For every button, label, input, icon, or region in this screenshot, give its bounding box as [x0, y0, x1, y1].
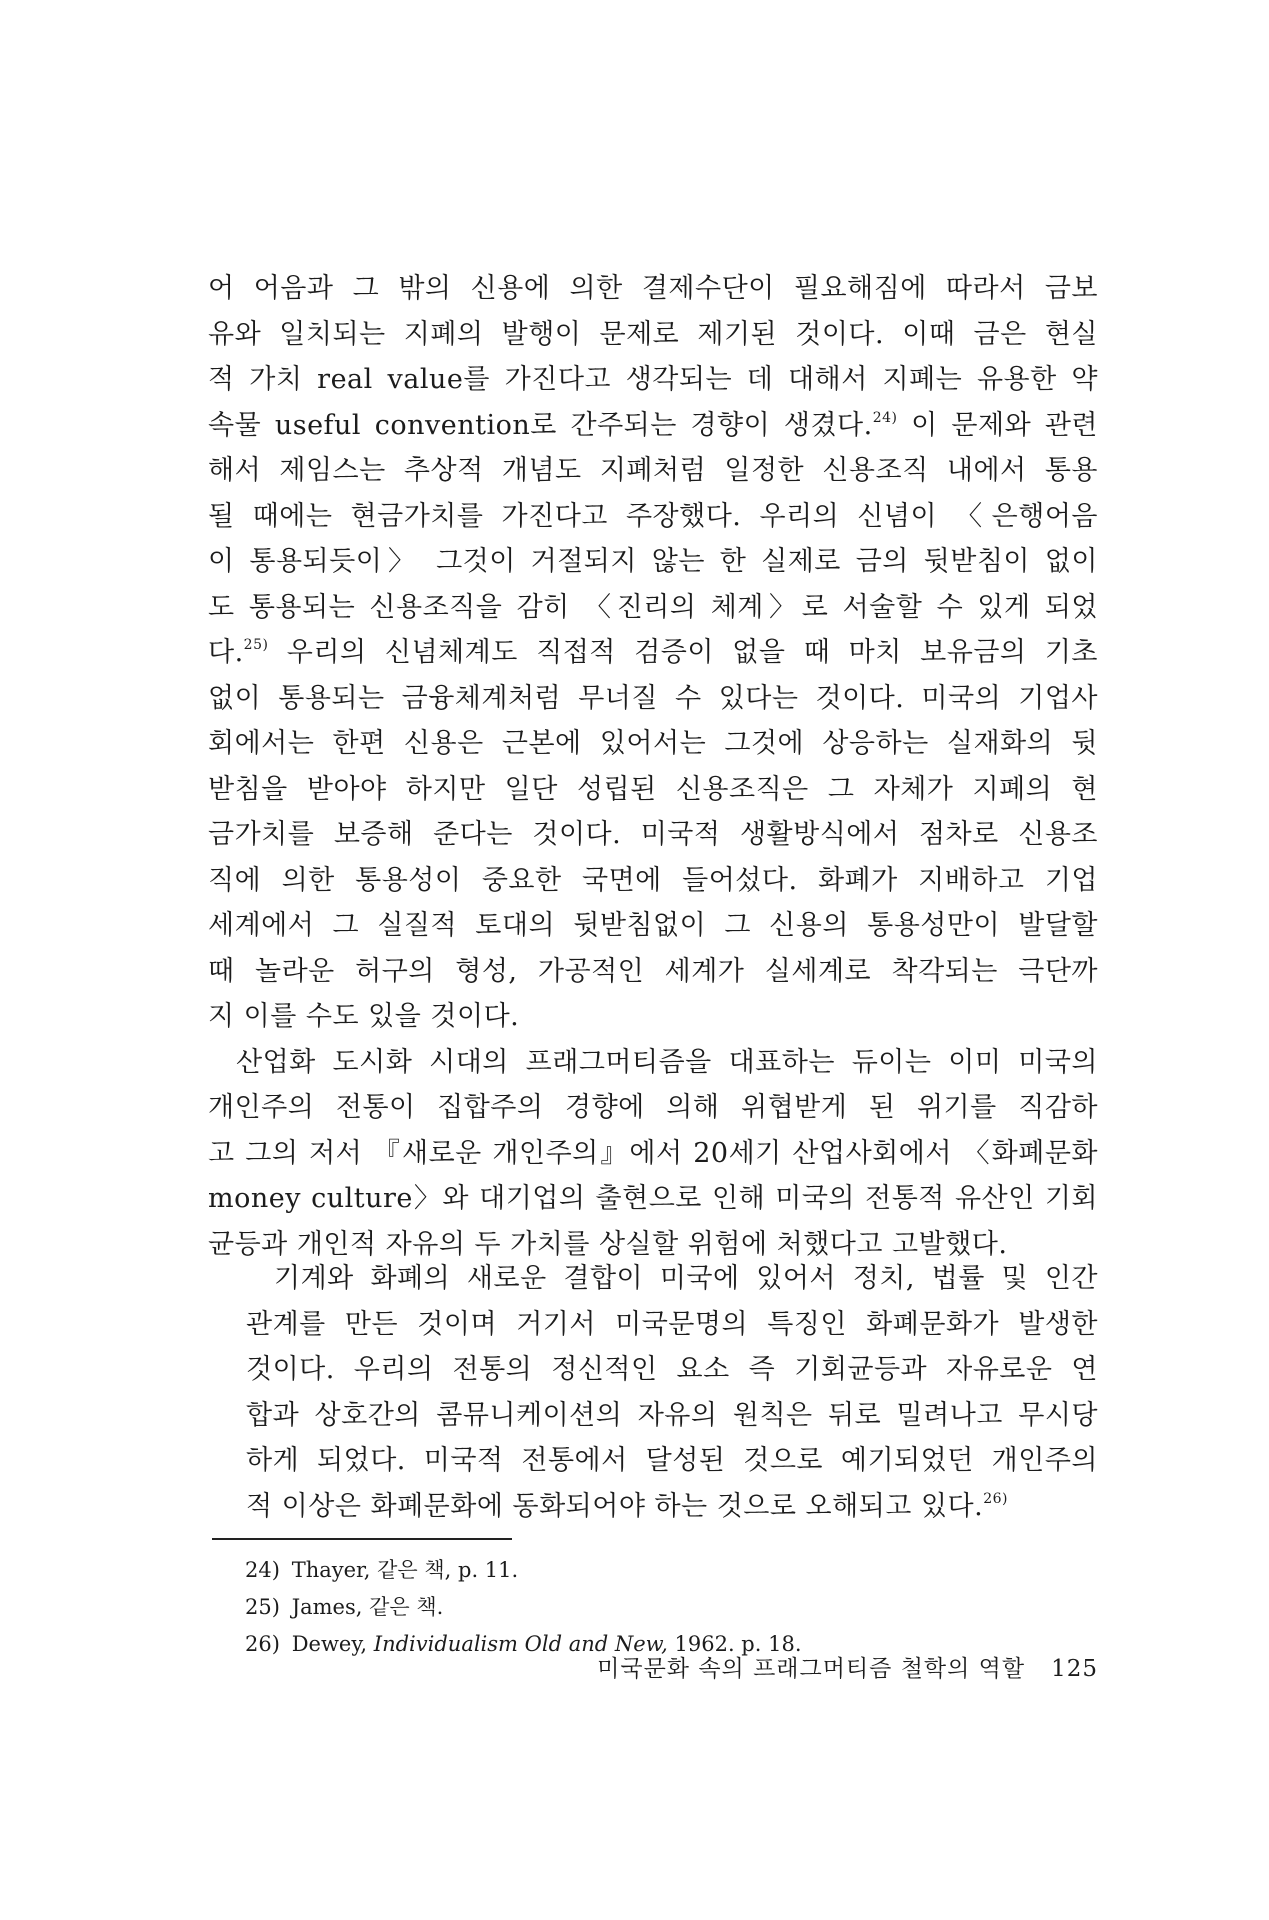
text-line: 유와 일치되는 지폐의 발행이 문제로 제기된 것이다. 이때 금은 현실	[208, 318, 1098, 350]
text-fragment: 이 문제와 관련	[911, 409, 1098, 441]
block-quote	[246, 1256, 1098, 1529]
text-line: 고 그의 저서 『새로운 개인주의』에서 20세기 산업사회에서 〈화폐문화	[208, 1137, 1098, 1169]
paragraph-start-line: 산업화 도시화 시대의 프래그머티즘을 대표하는 듀이는 이미 미국의	[236, 1046, 1098, 1078]
footnote-author: James,	[291, 1595, 363, 1619]
quote-line: 합과 상호간의 콤뮤니케이션의 자유의 원칙은 뒤로 밀려나고 무시당	[246, 1399, 1098, 1431]
text-line: 될 때에는 현금가치를 가진다고 주장했다. 우리의 신념이 〈은행어음	[208, 500, 1098, 532]
text-fragment: 속물 useful convention로 간주되는 경향이 생겼다.	[208, 409, 873, 441]
text-fragment: 우리의 신념체계도 직접적 검증이 없을 때 마치 보유금의 기초	[286, 637, 1098, 668]
footnote-text: 같은 책, p. 11.	[377, 1558, 519, 1582]
footnote-number: 26)	[245, 1632, 280, 1656]
text-line: 어 어음과 그 밖의 신용에 의한 결제수단이 필요해짐에 따라서 금보	[208, 273, 1098, 304]
footnotes	[245, 1552, 945, 1663]
text-line: 세계에서 그 실질적 토대의 뒷받침없이 그 신용의 통용성만이 발달할	[208, 910, 1098, 941]
footnote-ref-26: 26)	[983, 1490, 1008, 1507]
footnote-number: 24)	[245, 1558, 280, 1582]
text-line: 개인주의 전통이 집합주의 경향에 의해 위협받게 된 위기를 직감하	[208, 1092, 1098, 1123]
footnote-text: 1962. p. 18.	[674, 1632, 802, 1656]
quote-line	[246, 1484, 1098, 1530]
text-fragment: 다.	[208, 637, 244, 668]
text-line	[208, 630, 1098, 676]
footnote-author: Thayer,	[291, 1558, 371, 1582]
footnote-text: 같은 책.	[369, 1595, 444, 1619]
body-text	[208, 266, 1098, 1267]
text-line: 이 통용되듯이〉 그것이 거절되지 않는 한 실제로 금의 뒷받침이 없이	[208, 546, 1098, 577]
running-title: 미국문화 속의 프래그머티즘 철학의 역할	[597, 1656, 1026, 1682]
text-line: 지 이를 수도 있을 것이다.	[208, 1001, 520, 1032]
text-line: 도 통용되는 신용조직을 감히 〈진리의 체계〉로 서술할 수 있게 되었	[208, 591, 1098, 623]
page-number: 125	[1051, 1656, 1098, 1682]
footnote-24	[245, 1552, 945, 1589]
footnote-divider	[212, 1538, 512, 1540]
footnote-25	[245, 1589, 945, 1626]
footnote-ref-24: 24)	[872, 409, 898, 426]
text-line: money culture〉와 대기업의 출현으로 인해 미국의 전통적 유산인 기회	[208, 1183, 1098, 1214]
text-line: 균등과 개인적 자유의 두 가치를 상실할 위험에 처했다고 고발했다.	[208, 1228, 1008, 1260]
text-line: 적 가치 real value를 가진다고 생각되는 데 대해서 지폐는 유용한 약	[208, 364, 1098, 395]
footnote-book-title: Individualism Old and New,	[373, 1632, 668, 1656]
text-line: 때 놀라운 허구의 형성, 가공적인 세계가 실세계로 착각되는 극단까	[208, 955, 1098, 987]
text-line: 해서 제임스는 추상적 개념도 지폐처럼 일정한 신용조직 내에서 통용	[208, 455, 1098, 486]
quote-line: 것이다. 우리의 전통의 정신적인 요소 즉 기회균등과 자유로운 연	[246, 1354, 1098, 1385]
text-line: 금가치를 보증해 준다는 것이다. 미국적 생활방식에서 점차로 신용조	[208, 819, 1098, 850]
footnote-ref-25: 25)	[243, 637, 269, 653]
text-line: 회에서는 한편 신용은 근본에 있어서는 그것에 상응하는 실재화의 뒷	[208, 728, 1098, 759]
text-line: 직에 의한 통용성이 중요한 국면에 들어섰다. 화폐가 지배하고 기업	[208, 864, 1098, 896]
footnote-author: Dewey,	[291, 1632, 368, 1656]
footnote-number: 25)	[245, 1595, 280, 1619]
text-fragment: 적 이상은 화폐문화에 동화되어야 하는 것으로 오해되고 있다.	[246, 1490, 984, 1522]
text-line: 없이 통용되는 금융체계처럼 무너질 수 있다는 것이다. 미국의 기업사	[208, 682, 1098, 714]
running-footer	[520, 1650, 1098, 1683]
quote-line: 관계를 만든 것이며 거기서 미국문명의 특징인 화폐문화가 발생한	[246, 1308, 1098, 1340]
text-line: 받침을 받아야 하지만 일단 성립된 신용조직은 그 자체가 지폐의 현	[208, 773, 1098, 805]
text-line	[208, 403, 1098, 449]
quote-line: 기계와 화폐의 새로운 결합이 미국에 있어서 정치, 법률 및 인간	[274, 1263, 1098, 1294]
quote-line: 하게 되었다. 미국적 전통에서 달성된 것으로 예기되었던 개인주의	[246, 1445, 1098, 1476]
